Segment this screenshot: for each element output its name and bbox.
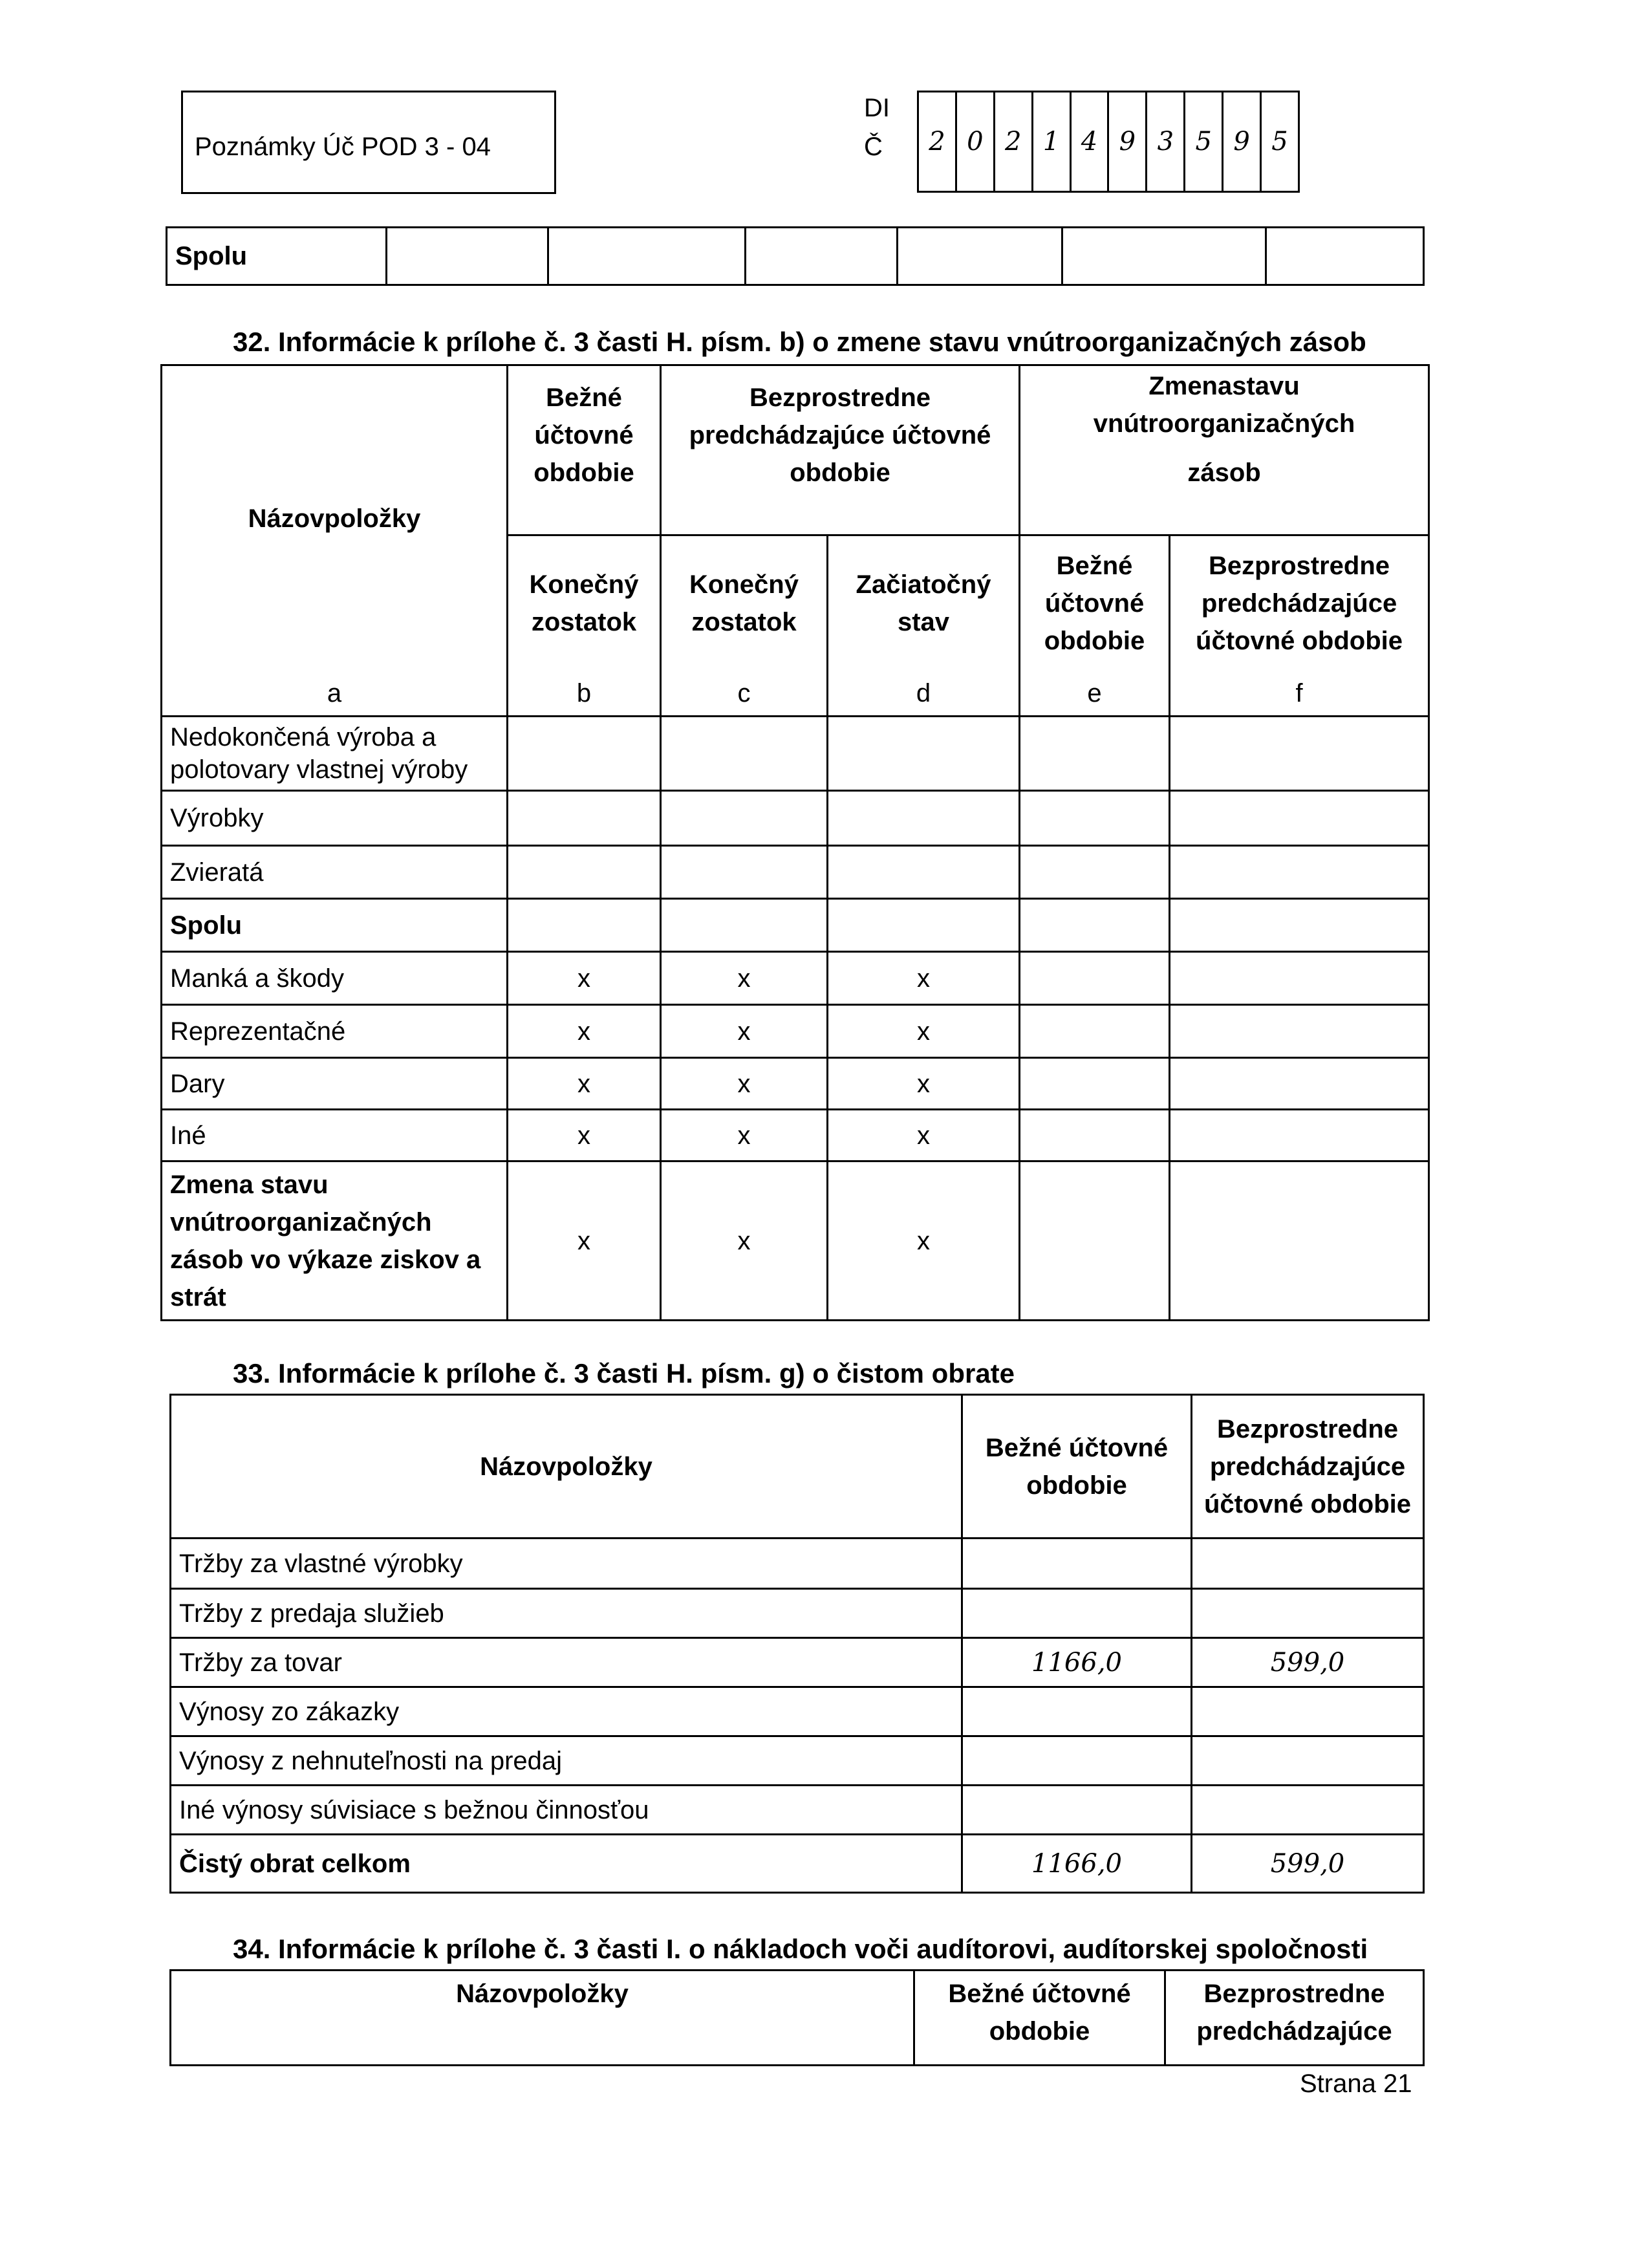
cell bbox=[1020, 899, 1170, 952]
sub-header-f bbox=[1170, 535, 1429, 671]
dic-field bbox=[917, 91, 1300, 193]
row-label: Výnosy z nehnuteľnosti na predaj bbox=[171, 1736, 962, 1786]
cell bbox=[746, 228, 898, 285]
dic-digit: 9 bbox=[1223, 92, 1261, 192]
row-label: Čistý obrat celkom bbox=[171, 1835, 962, 1893]
header-text: Bezprostredne bbox=[1216, 1414, 1399, 1443]
section-33-table bbox=[169, 1394, 1425, 1894]
header-text: účtovné bbox=[1044, 589, 1145, 618]
form-label-box bbox=[181, 91, 556, 194]
dic-digit: 2 bbox=[918, 92, 956, 192]
col-letter: b bbox=[508, 671, 661, 717]
header-text: Bežné účtovné bbox=[948, 1980, 1131, 2008]
header-text: obdobie bbox=[790, 459, 890, 487]
cell bbox=[661, 717, 828, 791]
cell bbox=[1062, 228, 1266, 285]
cell: x bbox=[828, 1005, 1020, 1058]
cell bbox=[508, 717, 661, 791]
form-label: Poznámky Úč POD 3 - 04 bbox=[195, 133, 491, 161]
value-current bbox=[962, 1539, 1192, 1589]
dic-digit: 1 bbox=[1032, 92, 1070, 192]
col-letter: c bbox=[661, 671, 828, 717]
dic-digit: 5 bbox=[1261, 92, 1299, 192]
header-text: Konečný bbox=[689, 570, 799, 599]
col-bezprostredne-header bbox=[1192, 1395, 1424, 1539]
header-text: Konečný bbox=[529, 570, 639, 599]
cell bbox=[548, 228, 746, 285]
dic-label-1: DI bbox=[864, 94, 890, 122]
section-34-title: 34. Informácie k prílohe č. 3 časti I. o nákladoch voči audítorovi, audítorskej spoločnosti bbox=[233, 1934, 1368, 1964]
header-text: predchádzajúce bbox=[1201, 589, 1397, 618]
cell bbox=[508, 899, 661, 952]
value-previous bbox=[1192, 1786, 1424, 1835]
cell: x bbox=[828, 952, 1020, 1005]
sub-header-b bbox=[508, 535, 661, 671]
col-bezprostredne-header bbox=[1165, 1971, 1424, 2066]
value-previous: 599,0 bbox=[1192, 1638, 1424, 1687]
cell bbox=[828, 899, 1020, 952]
cell bbox=[1170, 1110, 1429, 1161]
cell: x bbox=[828, 1058, 1020, 1110]
header-text: Zmenastavu bbox=[1148, 372, 1300, 400]
row-label: Reprezentačné bbox=[162, 1005, 508, 1058]
cell bbox=[1020, 1058, 1170, 1110]
section-34-table bbox=[169, 1969, 1425, 2066]
row-label: Zmena stavu vnútroorganizačných zásob vo výkaze ziskov a strát bbox=[162, 1161, 508, 1321]
page-number: Strana 21 bbox=[1300, 2069, 1412, 2098]
header-text: stav bbox=[897, 608, 950, 637]
cell bbox=[898, 228, 1062, 285]
section-32-table bbox=[160, 364, 1430, 1321]
header-text: účtovné obdobie bbox=[1204, 1489, 1411, 1518]
sub-header-e bbox=[1020, 535, 1170, 671]
value-current bbox=[962, 1786, 1192, 1835]
value-previous bbox=[1192, 1589, 1424, 1638]
header-text: zostatok bbox=[691, 608, 797, 637]
row-label: Výrobky bbox=[162, 791, 508, 846]
col-name-header bbox=[162, 365, 508, 671]
cell bbox=[1170, 1161, 1429, 1321]
cell bbox=[828, 846, 1020, 899]
cell bbox=[1020, 1110, 1170, 1161]
header-text: zásob bbox=[1187, 459, 1261, 487]
col-bezne-header bbox=[962, 1395, 1192, 1539]
cell: x bbox=[508, 1161, 661, 1321]
cell bbox=[1020, 1161, 1170, 1321]
cell: x bbox=[828, 1110, 1020, 1161]
header-zmena bbox=[1020, 365, 1429, 535]
sub-header-c bbox=[661, 535, 828, 671]
cell: x bbox=[828, 1161, 1020, 1321]
top-spolu-row bbox=[166, 226, 1425, 286]
dic-digit: 3 bbox=[1147, 92, 1185, 192]
dic-digit: 9 bbox=[1108, 92, 1147, 192]
section-32-title: 32. Informácie k prílohe č. 3 časti H. písm. b) o zmene stavu vnútroorganizačných zásob bbox=[233, 327, 1366, 357]
header-text: Bezprostredne bbox=[1203, 1980, 1385, 2008]
header-bezne bbox=[508, 365, 661, 535]
cell: x bbox=[508, 1005, 661, 1058]
header-text: Začiatočný bbox=[856, 570, 991, 599]
cell: x bbox=[661, 1058, 828, 1110]
row-label: Tržby z predaja služieb bbox=[171, 1589, 962, 1638]
value-current bbox=[962, 1687, 1192, 1736]
section-33-title: 33. Informácie k prílohe č. 3 časti H. písm. g) o čistom obrate bbox=[233, 1358, 1015, 1388]
cell bbox=[661, 846, 828, 899]
cell bbox=[1266, 228, 1424, 285]
dic-digit: 4 bbox=[1070, 92, 1108, 192]
col-name-header: Názovpoložky bbox=[171, 1395, 962, 1539]
header-text: vnútroorganizačných bbox=[1093, 409, 1355, 438]
row-label: Nedokončená výroba a polotovary vlastnej výroby bbox=[162, 717, 508, 791]
col-letter: a bbox=[162, 671, 508, 717]
row-label: Iné bbox=[162, 1110, 508, 1161]
header-text: obdobie bbox=[1026, 1471, 1127, 1500]
header-text: obdobie bbox=[1044, 627, 1145, 656]
dic-digit: 2 bbox=[994, 92, 1032, 192]
value-current: 1166,0 bbox=[962, 1638, 1192, 1687]
col-name-header: Názovpoložky bbox=[171, 1971, 914, 2066]
value-current bbox=[962, 1589, 1192, 1638]
header-text: predchádzajúce bbox=[1209, 1452, 1406, 1481]
header-text: Bezprostredne bbox=[749, 383, 931, 412]
cell bbox=[508, 846, 661, 899]
header-text: Bežné bbox=[1056, 552, 1133, 581]
sub-header-d bbox=[828, 535, 1020, 671]
cell bbox=[1170, 791, 1429, 846]
row-label: Výnosy zo zákazky bbox=[171, 1687, 962, 1736]
col-name-label: Názovpoložky bbox=[248, 504, 421, 533]
col-letter: f bbox=[1170, 671, 1429, 717]
value-current: 1166,0 bbox=[962, 1835, 1192, 1893]
header-text: obdobie bbox=[989, 2017, 1090, 2046]
cell bbox=[1020, 717, 1170, 791]
dic-digit: 5 bbox=[1185, 92, 1223, 192]
header-text: predchádzajúce účtovné bbox=[689, 421, 991, 449]
header-text: zostatok bbox=[531, 608, 637, 637]
value-previous: 599,0 bbox=[1192, 1835, 1424, 1893]
cell bbox=[661, 791, 828, 846]
cell bbox=[1020, 952, 1170, 1005]
cell: x bbox=[508, 1058, 661, 1110]
row-label: Tržby za tovar bbox=[171, 1638, 962, 1687]
header-text: Bežné účtovné bbox=[985, 1433, 1169, 1462]
row-label: Dary bbox=[162, 1058, 508, 1110]
row-label: Zvieratá bbox=[162, 846, 508, 899]
header-bezprostredne bbox=[661, 365, 1020, 535]
header-text: účtovné bbox=[534, 421, 634, 449]
col-letter: e bbox=[1020, 671, 1170, 717]
col-bezne-header bbox=[914, 1971, 1165, 2066]
cell: x bbox=[508, 952, 661, 1005]
cell bbox=[1170, 899, 1429, 952]
value-previous bbox=[1192, 1687, 1424, 1736]
cell: x bbox=[661, 952, 828, 1005]
spolu-label: Spolu bbox=[167, 228, 387, 285]
row-label: Tržby za vlastné výrobky bbox=[171, 1539, 962, 1589]
cell bbox=[1170, 952, 1429, 1005]
dic-label-2: Č bbox=[864, 133, 883, 161]
cell bbox=[1020, 791, 1170, 846]
cell bbox=[1170, 846, 1429, 899]
cell bbox=[1020, 1005, 1170, 1058]
cell bbox=[828, 791, 1020, 846]
row-label: Iné výnosy súvisiace s bežnou činnosťou bbox=[171, 1786, 962, 1835]
cell bbox=[1170, 1058, 1429, 1110]
cell bbox=[1170, 717, 1429, 791]
header-text: Bežné bbox=[546, 383, 622, 412]
cell: x bbox=[661, 1161, 828, 1321]
header-text: predchádzajúce bbox=[1196, 2017, 1392, 2046]
cell bbox=[1020, 846, 1170, 899]
cell: x bbox=[661, 1005, 828, 1058]
col-letter: d bbox=[828, 671, 1020, 717]
header-text: Bezprostredne bbox=[1208, 552, 1390, 581]
cell bbox=[508, 791, 661, 846]
header-text: účtovné obdobie bbox=[1196, 627, 1403, 656]
cell bbox=[1170, 1005, 1429, 1058]
value-previous bbox=[1192, 1736, 1424, 1786]
cell: x bbox=[661, 1110, 828, 1161]
cell: x bbox=[508, 1110, 661, 1161]
cell bbox=[661, 899, 828, 952]
cell bbox=[387, 228, 548, 285]
dic-digit: 0 bbox=[956, 92, 994, 192]
row-label: Spolu bbox=[162, 899, 508, 952]
header-text: obdobie bbox=[534, 459, 634, 487]
value-previous bbox=[1192, 1539, 1424, 1589]
value-current bbox=[962, 1736, 1192, 1786]
row-label: Manká a škody bbox=[162, 952, 508, 1005]
cell bbox=[828, 717, 1020, 791]
